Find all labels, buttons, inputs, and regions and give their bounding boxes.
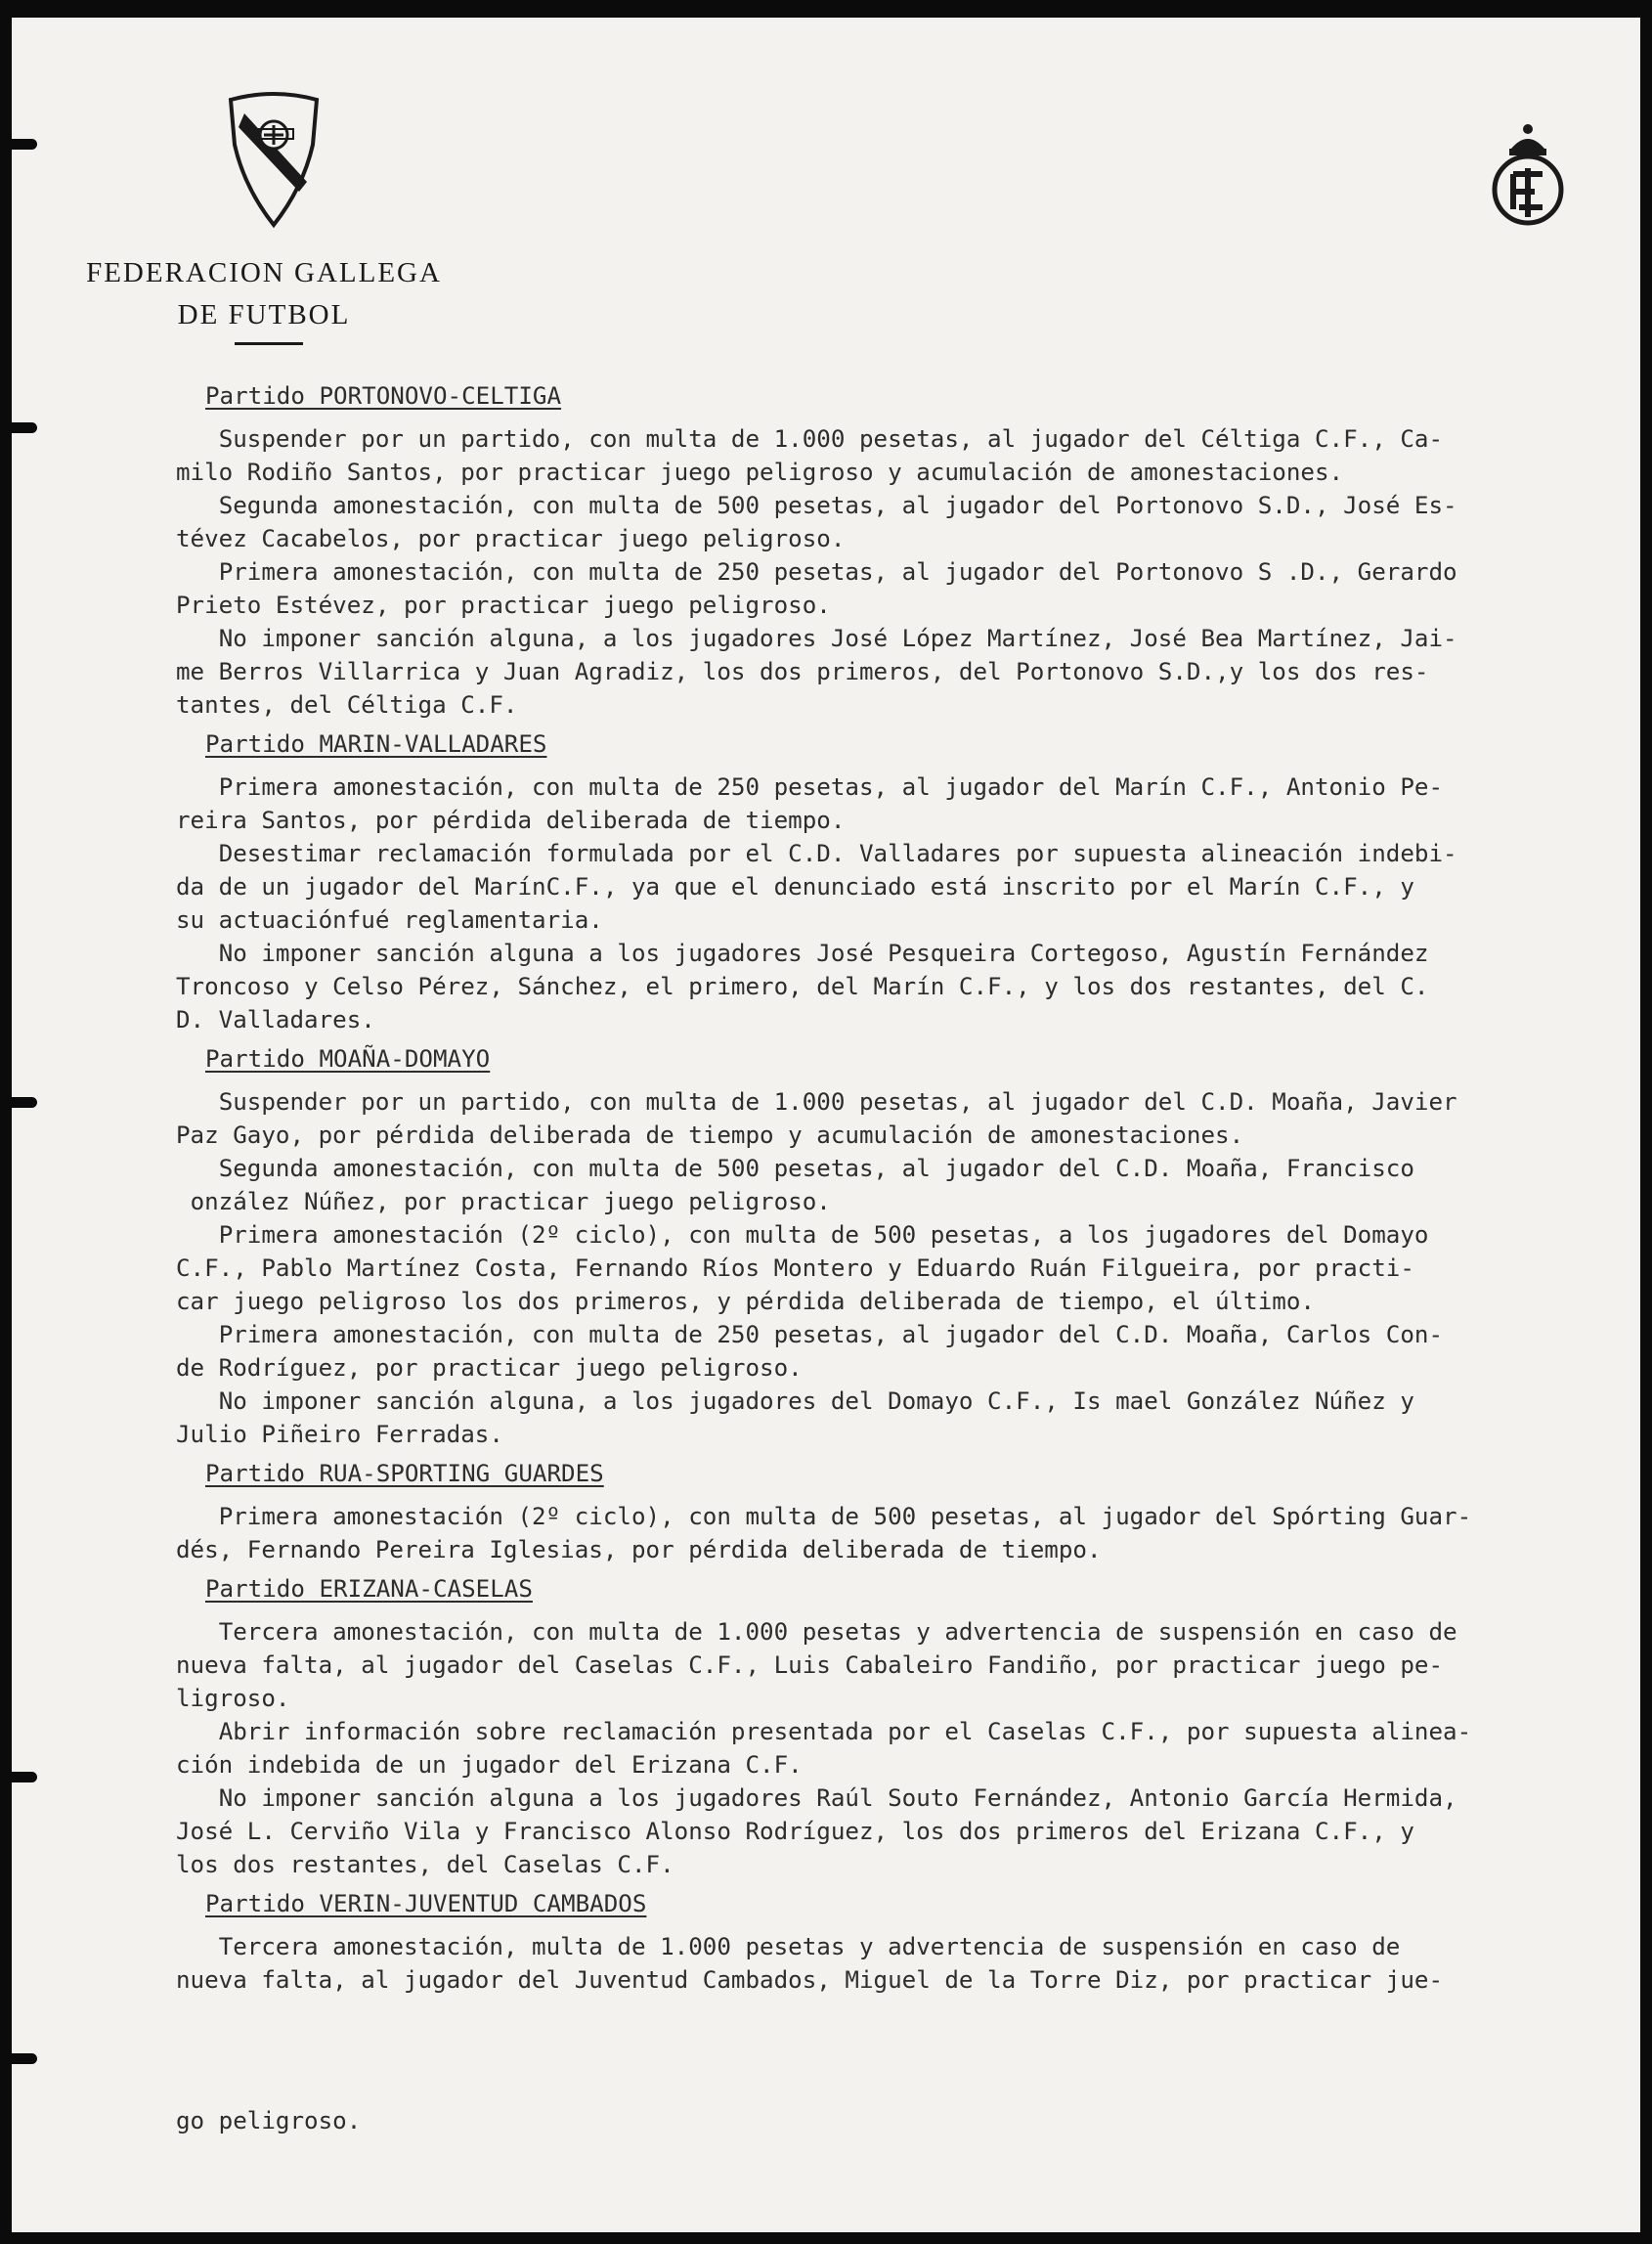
binder-mark [0, 139, 37, 150]
document-body [176, 379, 1628, 2002]
organization-name [59, 252, 469, 336]
match-section [176, 1887, 1628, 1997]
match-section [176, 1457, 1628, 1566]
match-heading: Partido VERIN-JUVENTUD CAMBADOS [205, 1890, 647, 1917]
ruling-paragraph: Abrir información sobre reclamación presentada por el Caselas C.F., por supuesta alinea- ción indebida de un jugador del Erizana C.F. [176, 1718, 1472, 1779]
match-heading: Partido ERIZANA-CASELAS [205, 1575, 533, 1603]
ruling-paragraph: Primera amonestación, con multa de 250 pesetas, al jugador del C.D. Moaña, Carlos Con- de Rodríguez, por practicar juego peligroso. [176, 1321, 1444, 1382]
ruling-paragraph: No imponer sanción alguna, a los jugadores José López Martínez, José Bea Martínez, Jai- me Berros Villarrica y Juan Agradiz, los dos primeros, del Portonovo S.D.,y los dos res- tantes, del Céltiga C.F. [176, 625, 1457, 719]
binder-mark [0, 422, 37, 433]
rfef-crowned-crest-icon [1488, 119, 1568, 229]
match-heading: Partido PORTONOVO-CELTIGA [205, 382, 562, 410]
match-heading: Partido MOAÑA-DOMAYO [205, 1045, 491, 1073]
binder-mark [0, 2053, 37, 2064]
match-heading: Partido RUA-SPORTING GUARDES [205, 1460, 604, 1487]
ruling-paragraph: Primera amonestación, con multa de 250 pesetas, al jugador del Marín C.F., Antonio Pe- reira Santos, por pérdida deliberada de tiempo. [176, 773, 1444, 834]
ruling-paragraph: Primera amonestación (2º ciclo), con multa de 500 pesetas, al jugador del Spórting Guar- dés, Fernando Pereira Iglesias, por pérdida deliberada de tiempo. [176, 1503, 1472, 1563]
ruling-paragraph: Tercera amonestación, multa de 1.000 pesetas y advertencia de suspensión en caso de nueva falta, al jugador del Juventud Cambados, Miguel de la Torre Diz, por practicar jue- [176, 1933, 1444, 1994]
binder-mark [0, 1772, 37, 1782]
ruling-paragraph: No imponer sanción alguna, a los jugadores del Domayo C.F., Is mael González Núñez y Julio Piñeiro Ferradas. [176, 1387, 1414, 1448]
ruling-paragraph: Segunda amonestación, con multa de 500 pesetas, al jugador del C.D. Moaña, Francisco onzález Núñez, por practicar juego peligroso. [190, 1155, 1414, 1215]
binder-mark [0, 1097, 37, 1108]
ruling-paragraph: No imponer sanción alguna a los jugadores José Pesqueira Cortegoso, Agustín Fernández Troncoso y Celso Pérez, Sánchez, el primero, del Marín C.F., y los dos restantes, del C. D. Valladares. [176, 940, 1429, 1034]
match-section [176, 1572, 1628, 1881]
organization-line-1: FEDERACION GALLEGA [86, 257, 442, 288]
ruling-paragraph: Suspender por un partido, con multa de 1.000 pesetas, al jugador del C.D. Moaña, Javier Paz Gayo, por pérdida deliberada de tiempo y acumulación de amonestaciones. [176, 1088, 1457, 1149]
ruling-paragraph: Tercera amonestación, con multa de 1.000 pesetas y advertencia de suspensión en caso de nueva falta, al jugador del Caselas C.F., Luis Cabaleiro Fandiño, por practicar juego pe- ligroso. [176, 1618, 1457, 1712]
ruling-paragraph: Segunda amonestación, con multa de 500 pesetas, al jugador del Portonovo S.D., José Es- tévez Cacabelos, por practicar juego peligroso. [176, 492, 1457, 552]
match-section [176, 727, 1628, 1036]
federacion-gallega-shield-icon [225, 90, 323, 229]
match-heading: Partido MARIN-VALLADARES [205, 730, 547, 758]
match-section [176, 1042, 1628, 1451]
match-section [176, 379, 1628, 722]
ruling-paragraph: No imponer sanción alguna a los jugadores Raúl Souto Fernández, Antonio García Hermida, José L. Cerviño Vila y Francisco Alonso Rodríguez, los dos primeros del Erizana C.F., y los dos restantes, del Caselas C.F. [176, 1784, 1457, 1878]
continuation-text: go peligroso. [176, 2107, 362, 2134]
organization-line-2: DE FUTBOL [177, 299, 351, 330]
letterhead-divider [235, 342, 303, 345]
ruling-paragraph: Primera amonestación, con multa de 250 pesetas, al jugador del Portonovo S .D., Gerardo Prieto Estévez, por practicar juego peligroso. [176, 558, 1457, 619]
ruling-paragraph: Desestimar reclamación formulada por el C.D. Valladares por supuesta alineación indebi- da de un jugador del MarínC.F., ya que el denunciado está inscrito por el Marín C.F., y su actuaciónfué reglamentaria. [176, 840, 1457, 934]
ruling-paragraph: Primera amonestación (2º ciclo), con multa de 500 pesetas, a los jugadores del Domayo C.F., Pablo Martínez Costa, Fernando Ríos Montero y Eduardo Ruán Filgueira, por practi- car juego peligroso los dos primeros, y pérdida deliberada de tiempo, el último. [176, 1221, 1429, 1315]
ruling-paragraph: Suspender por un partido, con multa de 1.000 pesetas, al jugador del Céltiga C.F., Ca- milo Rodiño Santos, por practicar juego peligroso y acumulación de amonestaciones. [176, 425, 1444, 486]
